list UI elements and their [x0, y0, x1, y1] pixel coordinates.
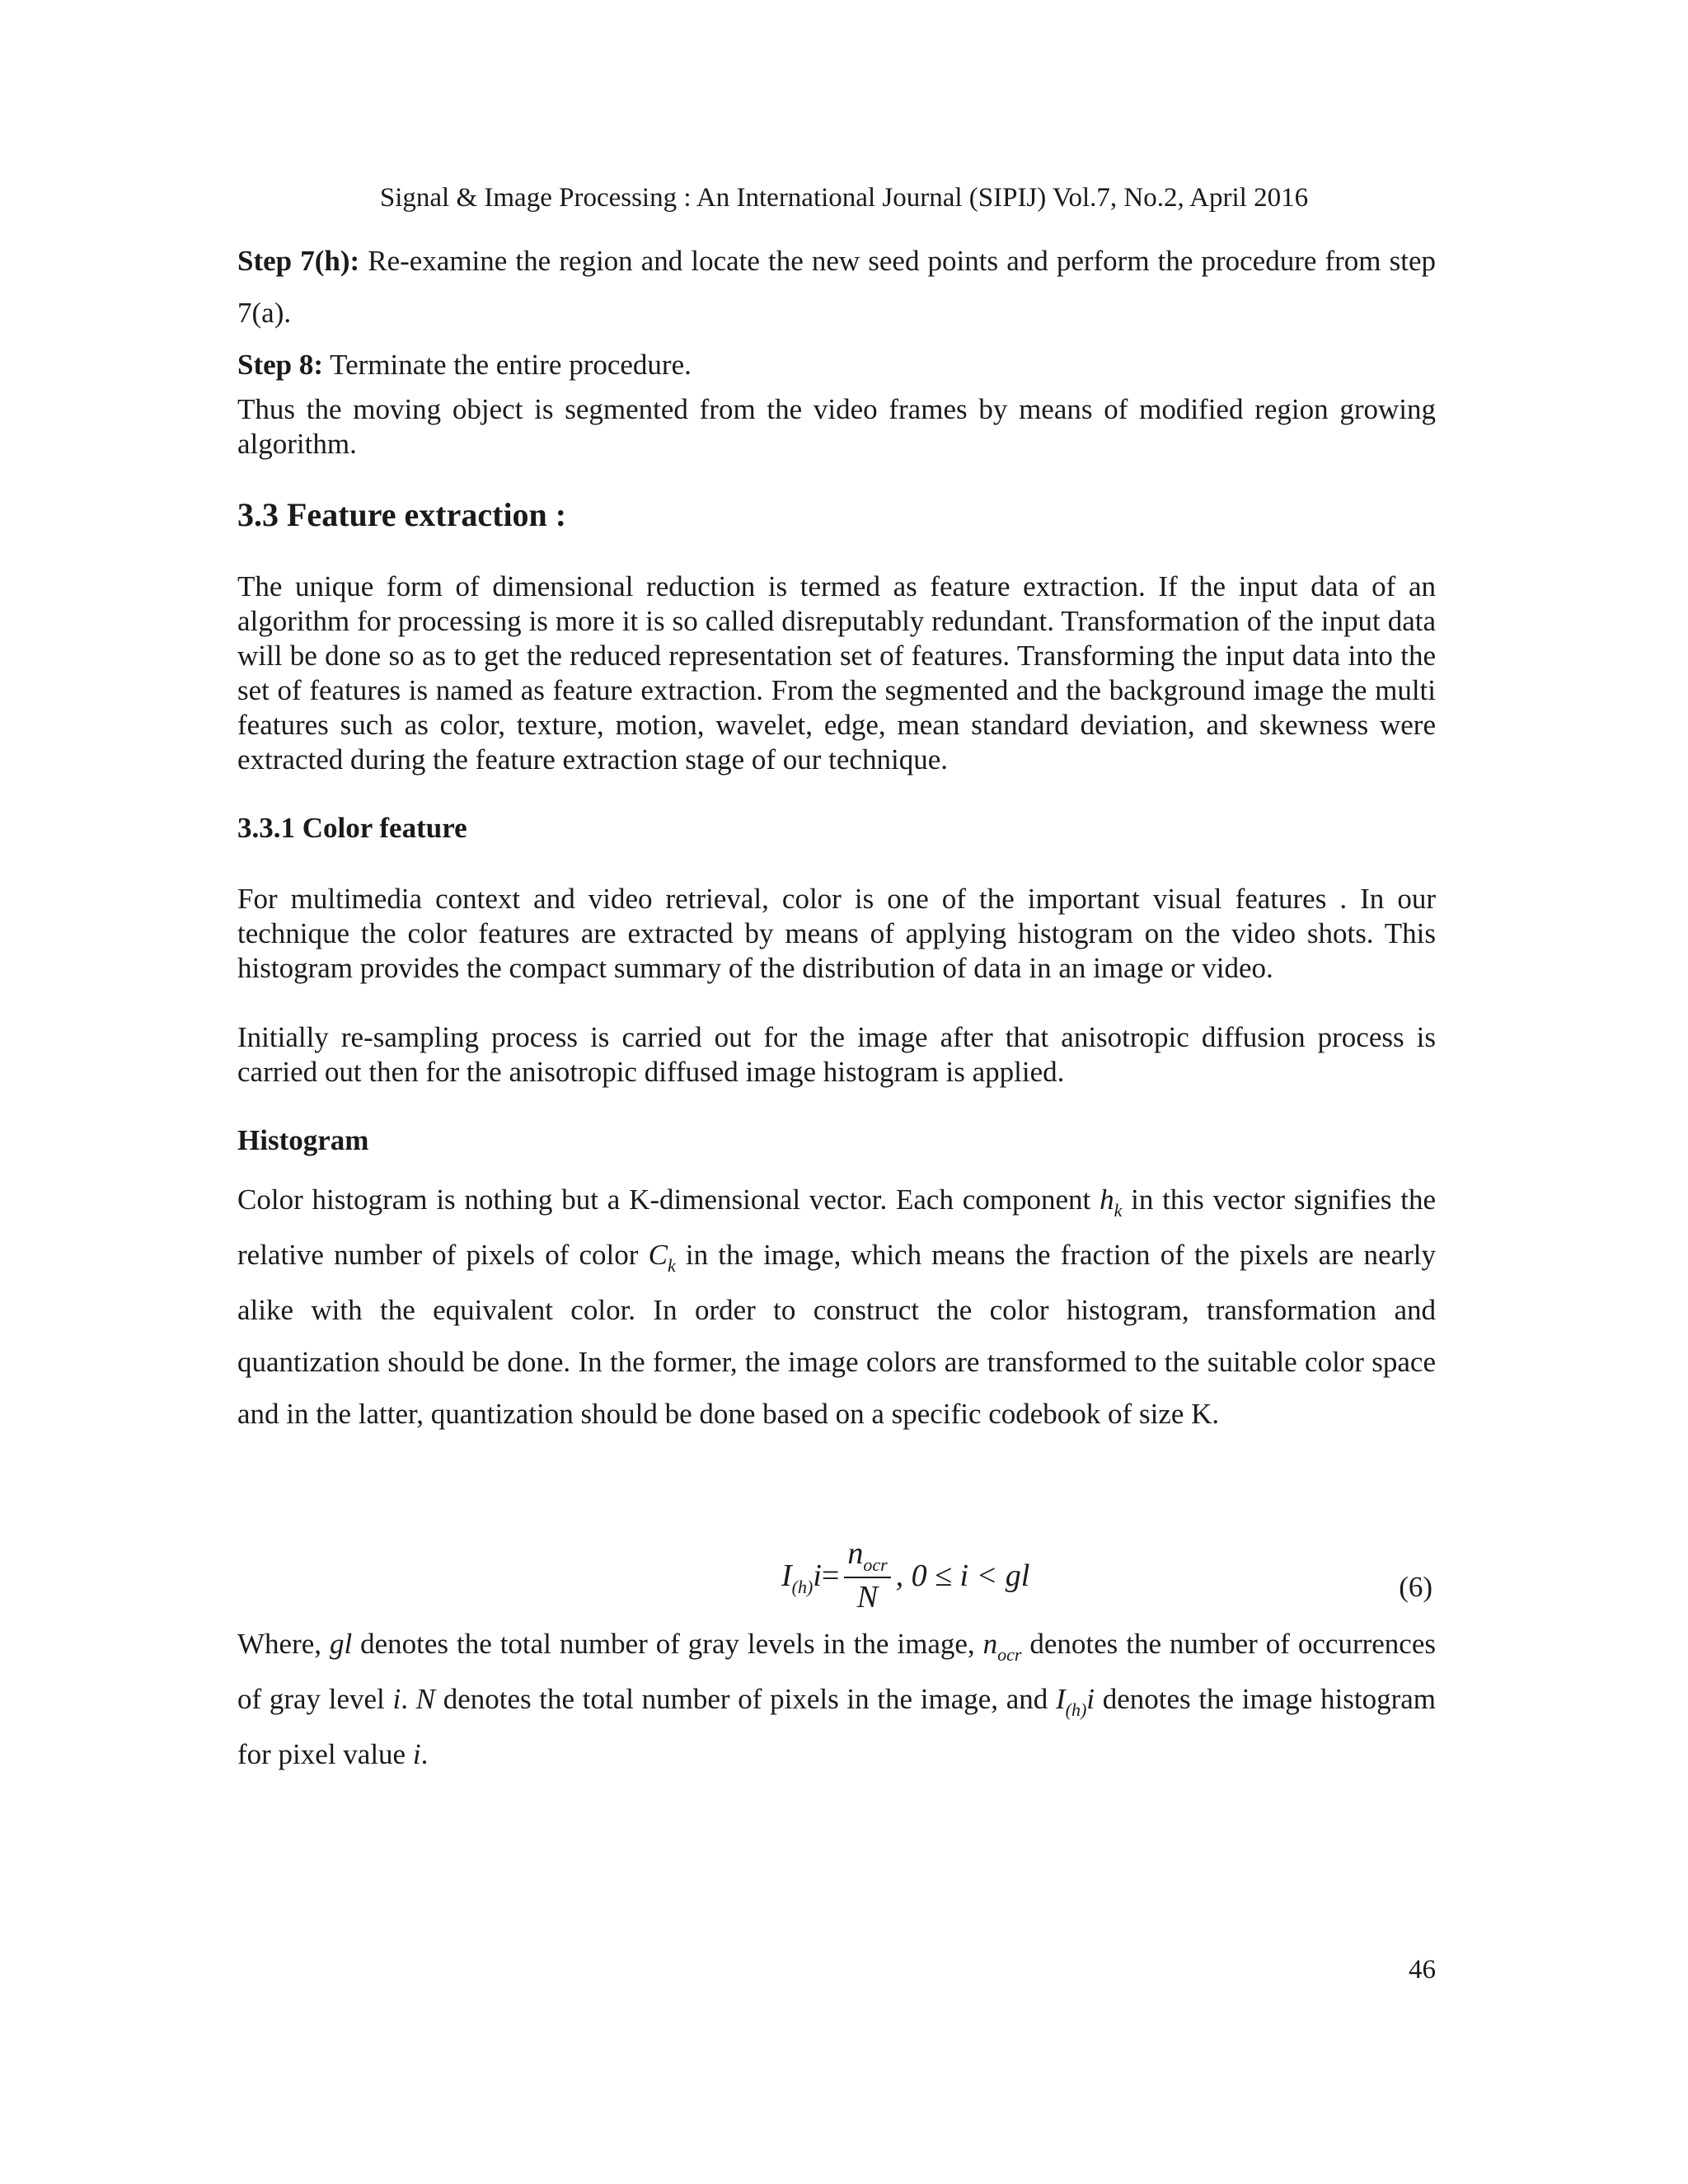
section-heading-3-3-1: 3.3.1 Color feature [237, 812, 467, 844]
section-heading-3-3: 3.3 Feature extraction : [237, 496, 567, 533]
symbol-n-ocr: $n_{ocr}$ [982, 1628, 1022, 1665]
paragraph-segmented: Thus the moving object is segmented from the video frames by means of modified region growing algorithm. [237, 393, 1436, 460]
symbol-I-h-i: $I_{(h)}i$ [1055, 1683, 1095, 1720]
paragraph-color-feature-1: For multimedia context and video retrieval, color is one of the important visual features . In our technique the color features are extracted by means of applying histogram on the video shots. This histogram provides the compact summary of the distribution of data in an image or video. [237, 883, 1436, 984]
symbol-i: i [392, 1683, 401, 1715]
step-8-text: Terminate the entire procedure. [323, 349, 692, 381]
fraction-denominator: N [856, 1580, 879, 1615]
symbol-N: N [415, 1683, 435, 1715]
paragraph-color-feature-2: Initially re-sampling process is carried out for the image after that anisotropic diffusion process is carried out then for the anisotropic diffused image histogram is applied. [237, 1021, 1436, 1088]
fraction-numerator: $n_{ocr}$ [844, 1535, 890, 1578]
equation-6 [237, 1535, 1436, 1625]
step-7h-text: Re-examine the region and locate the new seed points and perform the procedure from step 7(a). [237, 245, 1436, 329]
histogram-text-1: Color histogram is nothing but a K-dimensional vector. Each component [237, 1183, 1100, 1216]
symbol-gl: gl [329, 1628, 353, 1660]
equation-equals: = [821, 1558, 840, 1593]
equation-rhs: , 0 ≤ i < gl [895, 1558, 1030, 1593]
running-header: Signal & Image Processing : An International Journal (SIPIJ) Vol.7, No.2, April 2016 [379, 183, 1309, 213]
paragraph-histogram [237, 1174, 1436, 1440]
equation-lhs: $I_{(h)}i$ [781, 1558, 822, 1597]
page-number: 46 [1409, 1955, 1436, 1985]
equation-body [781, 1535, 1029, 1616]
symbol-i-pixel: i [412, 1738, 421, 1770]
step-8 [237, 339, 1436, 391]
step-7h [237, 235, 1436, 339]
histogram-text-2: in this vector signifies the relative number of pixels of color [237, 1183, 1436, 1271]
paragraph-feature-extraction: The unique form of dimensional reduction is termed as feature extraction. If the input data of an algorithm for processing is more it is so called disreputably redundant. Transformation of the input data will be done so as to get the reduced representation set of features. Transforming the input data into the set of features is named as feature extraction. From the segmented and the background image the multi features such as color, texture, motion, wavelet, edge, mean standard deviation, and skewness were extracted during the feature extraction stage of our technique. [237, 570, 1436, 776]
step-8-label: Step 8: [237, 349, 324, 381]
subheading-histogram: Histogram [237, 1124, 369, 1156]
step-7h-label: Step 7(h): [237, 245, 360, 277]
symbol-c-k: $C_k$ [648, 1239, 676, 1276]
equation-number: (6) [1399, 1571, 1432, 1603]
equation-fraction [844, 1535, 890, 1616]
histogram-text-3: in the image, which means the fraction of the pixels are nearly alike with the equivalent color. In order to construct the color histogram, transformation and quantization should be done. In the former, the image colors are transformed to the suitable color space and in the latter, quantization should be done based on a specific codebook of size K. [237, 1239, 1436, 1430]
symbol-h-k: $h_k$ [1100, 1183, 1123, 1221]
paragraph-where: Where, gl denotes the total number of gray levels in the image, $n_{ocr}$ denotes the number of occurrences of gray level i. N denotes the total number of pixels in the image, and $I_{(h)}i$ denotes the image histogram for pixel value i. [237, 1628, 1436, 1770]
